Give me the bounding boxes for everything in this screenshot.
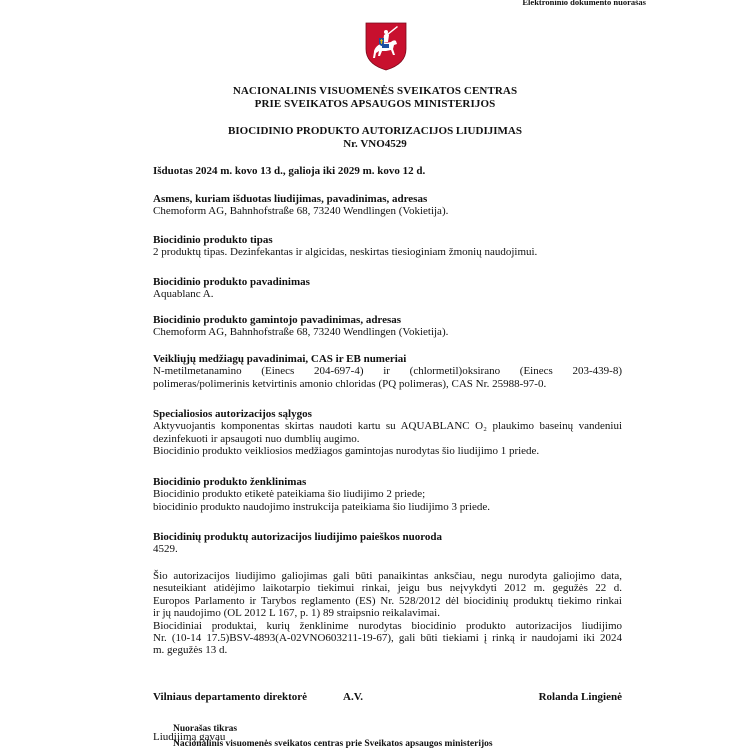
section-text: 2 produktų tipas. Dezinfekantas ir algicidas, neskirtas tiesioginiam žmonių naudojimui. xyxy=(153,246,538,259)
section-text: N-metilmetanamino (Einecs 204-697-4) ir (chlormetil)oksirano (Einecs 203-439-8) xyxy=(153,365,622,378)
section-heading: Asmens, kuriam išduotas liudijimas, pavadinimas, adresas xyxy=(153,193,428,205)
section-text: Biocidinio produkto veikliosios medžiagos gamintojas nurodytas šio liudijimo 1 priede. xyxy=(153,445,540,458)
section-heading: Specialiosios autorizacijos sąlygos xyxy=(153,408,312,420)
footer-organization: Nacionalinis visuomenės sveikatos centras prie Sveikatos apsaugos ministerijos xyxy=(173,739,493,749)
document-title-text: BIOCIDINIO PRODUKTO AUTORIZACIJOS LIUDIJIMAS xyxy=(228,125,522,137)
document-title xyxy=(0,125,750,151)
section-special-conditions xyxy=(153,408,622,458)
organization-name xyxy=(0,85,750,111)
section-holder xyxy=(153,193,622,218)
stamp-mark: A.V. xyxy=(343,691,363,703)
coat-of-arms-icon xyxy=(364,21,408,71)
section-search-reference xyxy=(153,531,622,556)
section-product-name xyxy=(153,276,622,301)
paragraph-line: Biocidiniai produktai, kurių ženklinime nurodytas biocidinio produkto autorizacijos liudijimo xyxy=(153,619,622,632)
section-text: polimeras/polimerinis ketvirtinis amonio chloridas (PQ polimeras), CAS Nr. 25988-97-0. xyxy=(153,377,547,390)
section-heading: Biocidinio produkto gamintojo pavadinimas, adresas xyxy=(153,314,402,326)
organization-line-2: PRIE SVEIKATOS APSAUGOS MINISTERIJOS xyxy=(254,98,496,110)
section-labelling xyxy=(153,476,622,513)
received-label: Liudijimą gavau xyxy=(153,731,226,743)
section-text: biocidinio produkto naudojimo instrukcija pateikiama šio liudijimo 3 priede. xyxy=(153,500,490,513)
section-active-substances xyxy=(153,353,622,390)
paragraph-line: nesuteikiant atidėjimo laikotarpio tiekimui rinkai, jeigu bus neįvykdyti 2012 m. gegužės 22 d. xyxy=(153,582,622,595)
paragraph-line: Šio autorizacijos liudijimo galiojimas gali būti panaikintas anksčiau, negu nurodyta galiojimo data, xyxy=(153,570,622,582)
section-product-type xyxy=(153,234,622,259)
electronic-copy-note: Elektroninio dokumento nuorašas xyxy=(522,0,646,7)
paragraph-line: Nr. (10-14 17.5)BSV-4893(A-02VNO603211-19-67), gali būti tiekiami į rinką ir naudojami iki 2024 xyxy=(153,632,622,645)
paragraph-line: Europos Parlamento ir Tarybos reglamento (ES) Nr. 528/2012 dėl biocidinių produktų tiekimo rinkai xyxy=(153,594,622,607)
validity-paragraph xyxy=(153,570,622,657)
section-text: Aktyvuojantis komponentas skirtas naudoti kartu su AQUABLANC O₂ plaukimo baseinų vandeniui xyxy=(153,420,622,433)
section-text: 4529. xyxy=(153,543,178,556)
section-text: dezinfekuoti ir apsaugoti nuo dumblių augimo. xyxy=(153,432,360,445)
section-heading: Biocidinio produkto ženklinimas xyxy=(153,476,307,488)
section-text: Aquablanc A. xyxy=(153,288,214,301)
paragraph-line: ir jų naudojimo (OL 2012 L 167, p. 1) 89 straipsnio reikalavimai. xyxy=(153,607,440,620)
document-number: Nr. VNO4529 xyxy=(343,138,407,150)
section-text: Chemoform AG, Bahnhofstraße 68, 73240 Wendlingen (Vokietija). xyxy=(153,205,449,218)
section-text: Chemoform AG, Bahnhofstraße 68, 73240 Wendlingen (Vokietija). xyxy=(153,326,449,339)
signatory-position: Vilniaus departamento direktorė xyxy=(153,691,307,703)
section-manufacturer xyxy=(153,314,622,339)
organization-line-1: NACIONALINIS VISUOMENĖS SVEIKATOS CENTRAS xyxy=(232,85,518,97)
section-heading: Biocidinių produktų autorizacijos liudijimo paieškos nuoroda xyxy=(153,531,443,543)
issue-dates: Išduotas 2024 m. kovo 13 d., galioja iki 2029 m. kovo 12 d. xyxy=(153,165,426,177)
section-heading: Biocidinio produkto tipas xyxy=(153,234,273,246)
certified-copy-label: Nuorašas tikras xyxy=(173,724,238,734)
signatory-name: Rolanda Lingienė xyxy=(538,691,622,703)
section-text: Biocidinio produkto etiketė pateikiama šio liudijimo 2 priede; xyxy=(153,488,426,501)
section-heading: Biocidinio produkto pavadinimas xyxy=(153,276,310,288)
section-heading: Veikliųjų medžiagų pavadinimai, CAS ir EB numeriai xyxy=(153,353,407,365)
paragraph-line: m. gegužės 13 d. xyxy=(153,644,228,657)
